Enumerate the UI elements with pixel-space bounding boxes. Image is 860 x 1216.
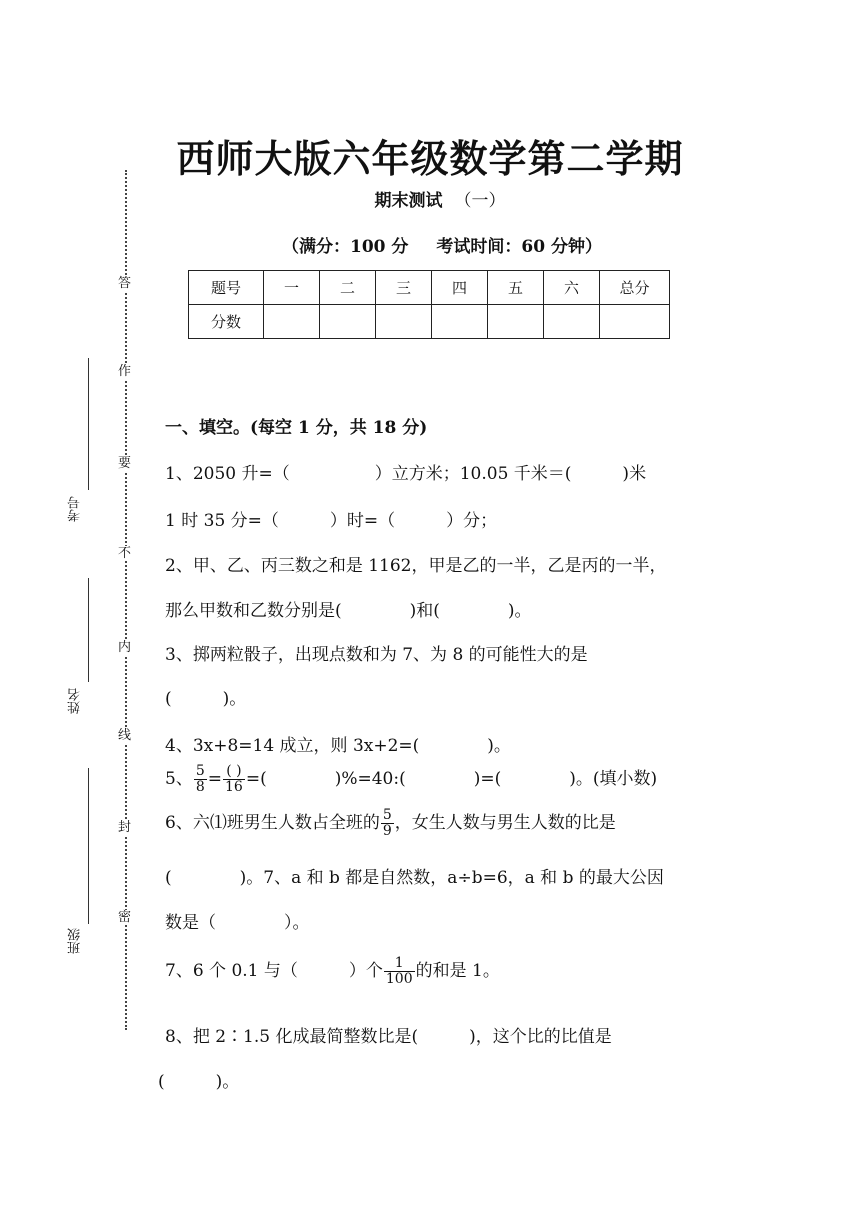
fraction-blank-16 xyxy=(223,764,245,794)
header-cell: 四 xyxy=(432,271,488,305)
q6-prefix: 6、六⑴班男生人数占全班的 xyxy=(165,813,380,833)
question-5 xyxy=(165,764,657,795)
section-heading: 一、填空。(每空 1 分，共 18 分) xyxy=(165,418,428,438)
subtitle-paren: （一） xyxy=(454,191,506,211)
page-subtitle xyxy=(0,186,860,211)
score-table-score-row xyxy=(189,305,670,339)
score-row-label: 分数 xyxy=(189,305,264,339)
header-cell: 五 xyxy=(488,271,544,305)
header-cell: 一 xyxy=(264,271,320,305)
question-8-line-2: ( )。 xyxy=(158,1072,240,1092)
header-cell: 六 xyxy=(544,271,600,305)
binding-char: 封 xyxy=(118,820,132,835)
fraction-denominator: 100 xyxy=(385,971,413,987)
header-cell: 二 xyxy=(320,271,376,305)
fraction-5-9 xyxy=(381,808,394,838)
exam-time: 考试时间：60 分钟） xyxy=(436,237,602,257)
score-cell[interactable] xyxy=(488,305,544,339)
score-table-header-row xyxy=(189,271,670,305)
question-6-line-3: 数是（ ）。 xyxy=(165,913,310,933)
q5-prefix: 5、 xyxy=(165,769,193,789)
question-2-line-2: 那么甲数和乙数分别是( )和( )。 xyxy=(165,601,532,621)
exam-info xyxy=(0,232,860,257)
question-3-line-2: ( )。 xyxy=(165,689,247,709)
q5-equals: = xyxy=(207,769,222,789)
page-title: 西师大版六年级数学第二学期 xyxy=(176,136,684,181)
q6-rest: ，女生人数与男生人数的比是 xyxy=(394,813,616,833)
fraction-numerator: 5 xyxy=(195,763,205,780)
binding-char: 密 xyxy=(118,910,132,925)
fraction-numerator: ( ) xyxy=(223,764,245,780)
header-cell: 题号 xyxy=(189,271,264,305)
class-line[interactable] xyxy=(88,768,89,924)
binding-dotted-line xyxy=(125,170,127,1030)
fraction-5-8 xyxy=(194,764,207,794)
score-table xyxy=(188,270,670,339)
exam-number-line[interactable] xyxy=(88,358,89,490)
score-cell[interactable] xyxy=(432,305,488,339)
exam-number-label: 考号 xyxy=(68,496,83,522)
fraction-denominator: 16 xyxy=(225,779,243,795)
score-cell[interactable] xyxy=(376,305,432,339)
name-label: 姓名 xyxy=(68,688,83,714)
fraction-numerator: 5 xyxy=(382,807,392,824)
class-label: 班级 xyxy=(68,928,83,954)
question-1-line-2: 1 时 35 分=（ ）时=（ ）分； xyxy=(165,511,498,531)
binding-char: 要 xyxy=(118,456,132,471)
q7-prefix: 7、6 个 0.1 与（ ）个 xyxy=(165,961,383,981)
full-score: （满分：100 分 xyxy=(282,237,409,257)
question-1-line-1: 1、2050 升=（ ）立方米；10.05 千米＝( )米 xyxy=(165,464,647,484)
subtitle-text: 期末测试 xyxy=(374,191,443,211)
binding-char: 作 xyxy=(118,364,132,379)
fraction-denominator: 8 xyxy=(195,779,205,795)
fraction-1-100 xyxy=(384,956,415,986)
question-3-line-1: 3、掷两粒骰子，出现点数和为 7、为 8 的可能性大的是 xyxy=(165,645,588,665)
fraction-numerator: 1 xyxy=(384,956,415,972)
header-cell: 三 xyxy=(376,271,432,305)
score-cell[interactable] xyxy=(600,305,670,339)
question-8-line-1: 8、把 2∶1.5 化成最简整数比是( )，这个比的比值是 xyxy=(165,1027,612,1047)
name-line[interactable] xyxy=(88,578,89,682)
binding-char: 不 xyxy=(118,546,132,561)
binding-char: 内 xyxy=(118,640,132,655)
question-6-line-1 xyxy=(165,808,616,839)
question-4: 4、3x+8=14 成立，则 3x+2=( )。 xyxy=(165,736,511,756)
header-cell: 总分 xyxy=(600,271,670,305)
score-cell[interactable] xyxy=(544,305,600,339)
question-2-line-1: 2、甲、乙、丙三数之和是 1162，甲是乙的一半，乙是丙的一半， xyxy=(165,556,667,576)
q7-rest: 的和是 1。 xyxy=(415,961,500,981)
binding-char: 线 xyxy=(118,728,132,743)
score-cell[interactable] xyxy=(264,305,320,339)
question-7 xyxy=(165,956,500,987)
q5-rest: =( )%=40:( )=( )。(填小数) xyxy=(245,769,658,789)
score-cell[interactable] xyxy=(320,305,376,339)
question-6-line-2: ( )。7、a 和 b 都是自然数，a÷b=6，a 和 b 的最大公因 xyxy=(165,868,664,888)
fraction-denominator: 9 xyxy=(382,823,392,839)
binding-char: 答 xyxy=(118,276,132,291)
